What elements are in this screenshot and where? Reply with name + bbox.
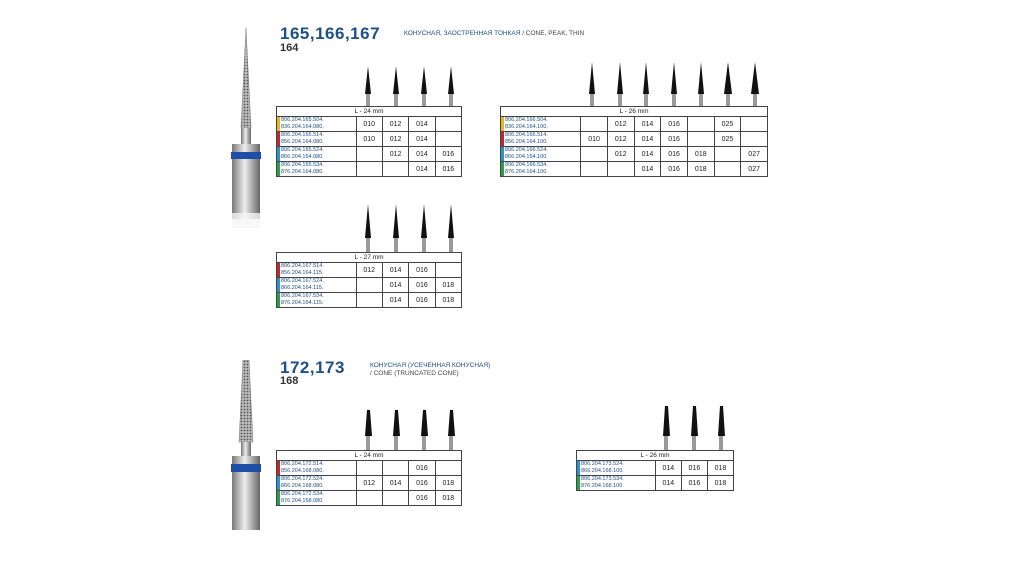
size-cell: 014: [382, 278, 408, 293]
table-row: [501, 117, 768, 132]
bur-tip-icons: [654, 406, 734, 450]
size-cell: [356, 162, 382, 177]
size-cell: 018: [435, 476, 461, 491]
code-line: 806.204.173.524.: [581, 461, 624, 467]
size-cell: 014: [634, 147, 661, 162]
size-cell: 016: [681, 461, 707, 476]
size-cell: 016: [435, 147, 461, 162]
code-line: 876.204.164.080.: [281, 169, 324, 175]
size-cell: [435, 461, 461, 476]
size-cell: 012: [607, 147, 634, 162]
size-cell: [714, 162, 741, 177]
size-cell: [714, 147, 741, 162]
size-cell: 012: [382, 117, 408, 132]
table-header: L - 26 mm: [577, 451, 734, 461]
table-row: [277, 278, 462, 293]
code-line: 806.204.167.514.: [281, 263, 324, 269]
table-row: [277, 293, 462, 308]
size-cell: [581, 162, 608, 177]
size-cell: 016: [661, 162, 688, 177]
table-row: [277, 147, 462, 162]
code-line: 806.204.166.514.: [505, 132, 548, 138]
size-cell: 016: [409, 476, 435, 491]
section1-desc-en: / CONE, PEAK, THIN: [520, 30, 585, 37]
code-line: 806.204.165.524.: [281, 147, 324, 153]
table-row: [277, 132, 462, 147]
size-cell: [687, 132, 714, 147]
size-cell: 018: [687, 147, 714, 162]
code-line: 806.204.166.504.: [505, 117, 548, 123]
code-line: 806.204.172.534.: [281, 491, 324, 497]
size-cell: [741, 132, 768, 147]
size-cell: [356, 461, 382, 476]
size-cell: 014: [382, 263, 408, 278]
code-line: 876.204.164.115.: [281, 300, 324, 306]
size-cell: 027: [741, 162, 768, 177]
size-cell: [356, 293, 382, 308]
section1-sub-number: 164: [280, 42, 299, 54]
code-line: 836.204.164.100.: [505, 124, 548, 130]
size-cell: 010: [356, 132, 382, 147]
table-167: [276, 252, 462, 308]
size-cell: 018: [435, 293, 461, 308]
tips-table-b: [580, 62, 770, 106]
size-cell: [382, 461, 408, 476]
size-cell: 012: [607, 117, 634, 132]
size-cell: [356, 278, 382, 293]
code-line: 876.204.168.080.: [281, 498, 324, 504]
table-header: L - 24 mm: [277, 451, 462, 461]
code-line: 806.204.167.524.: [281, 278, 324, 284]
table-row: [277, 263, 462, 278]
table-row: [277, 491, 462, 506]
size-cell: 014: [634, 162, 661, 177]
size-cell: 016: [661, 117, 688, 132]
size-cell: 014: [409, 147, 435, 162]
bur-tip-icons: [356, 204, 466, 252]
size-cell: 012: [356, 476, 382, 491]
size-cell: 016: [681, 476, 707, 491]
table-row: [577, 476, 734, 491]
size-cell: 018: [687, 162, 714, 177]
size-cell: [356, 147, 382, 162]
code-line: 806.204.166.524.: [505, 147, 548, 153]
size-cell: 012: [382, 147, 408, 162]
section2-description: [370, 362, 490, 378]
size-cell: 016: [661, 132, 688, 147]
size-cell: 012: [607, 132, 634, 147]
code-line: 866.204.164.115.: [281, 285, 324, 291]
size-cell: 027: [741, 147, 768, 162]
table-173: [576, 450, 734, 491]
size-cell: [741, 117, 768, 132]
size-cell: 014: [634, 117, 661, 132]
section2-desc-ru: КОНУСНАЯ (УСЕЧЕННАЯ КОНУСНАЯ): [370, 362, 491, 369]
table-header: L - 24 mm: [277, 107, 462, 117]
table-row: [277, 476, 462, 491]
tips-table-a: [356, 66, 466, 106]
section1-desc-ru: КОНУСНАЯ, ЗАОСТРЕННАЯ ТОНКАЯ: [404, 30, 521, 37]
size-cell: 018: [435, 278, 461, 293]
size-cell: 014: [655, 476, 681, 491]
bur-tip-icons: [356, 66, 466, 106]
table-row: [501, 147, 768, 162]
table-row: [501, 162, 768, 177]
bur-tip-icons: [356, 410, 466, 450]
code-line: 806.204.165.504.: [281, 117, 324, 123]
size-cell: 014: [409, 117, 435, 132]
size-cell: [607, 162, 634, 177]
size-cell: 016: [661, 147, 688, 162]
size-cell: [382, 491, 408, 506]
table-row: [277, 461, 462, 476]
size-cell: 014: [382, 476, 408, 491]
section2-numbers: 172,173: [280, 358, 345, 377]
tips-table-c: [356, 204, 466, 252]
size-cell: [435, 132, 461, 147]
size-cell: 014: [382, 293, 408, 308]
size-cell: 025: [714, 132, 741, 147]
code-line: 856.204.164.115.: [281, 270, 324, 276]
code-line: 806.204.167.534.: [281, 293, 324, 299]
size-cell: 012: [382, 132, 408, 147]
section2-sub-number: 168: [280, 375, 299, 387]
code-line: 806.204.165.534.: [281, 162, 324, 168]
section1-description: [404, 30, 584, 38]
size-cell: 016: [409, 491, 435, 506]
size-cell: [382, 162, 408, 177]
size-cell: 016: [409, 263, 435, 278]
table-row: [501, 132, 768, 147]
code-line: 856.204.164.080.: [281, 139, 324, 145]
code-line: 806.204.172.524.: [281, 476, 324, 482]
size-cell: 016: [435, 162, 461, 177]
code-line: 806.204.172.514.: [281, 461, 324, 467]
size-cell: 016: [409, 461, 435, 476]
table-165: [276, 106, 462, 177]
table-row: [277, 117, 462, 132]
size-cell: 016: [409, 278, 435, 293]
code-line: 806.204.165.514.: [281, 132, 324, 138]
bur-tip-icons: [580, 62, 770, 106]
size-cell: 025: [714, 117, 741, 132]
code-line: 876.204.164.100.: [505, 169, 548, 175]
size-cell: [581, 117, 608, 132]
table-row: [577, 461, 734, 476]
size-cell: 014: [409, 162, 435, 177]
size-cell: 018: [707, 461, 733, 476]
size-cell: 014: [634, 132, 661, 147]
table-row: [277, 162, 462, 177]
size-cell: 012: [356, 263, 382, 278]
code-line: 866.204.164.080.: [281, 154, 324, 160]
bur-illustration-1: [228, 28, 264, 228]
code-line: 876.204.168.100.: [581, 483, 624, 489]
table-166: [500, 106, 768, 177]
code-line: 806.204.166.534.: [505, 162, 548, 168]
table-header: L - 26 mm: [501, 107, 768, 117]
code-line: 866.204.168.080.: [281, 483, 324, 489]
code-line: 836.204.164.080.: [281, 124, 324, 130]
size-cell: 010: [356, 117, 382, 132]
tips-table-d: [356, 410, 466, 450]
code-line: 806.204.173.534.: [581, 476, 624, 482]
size-cell: [435, 263, 461, 278]
size-cell: [687, 117, 714, 132]
section2-desc-en: / CONE (TRUNCATED CONE): [370, 370, 459, 377]
table-172: [276, 450, 462, 506]
code-line: 856.204.164.100.: [505, 139, 548, 145]
size-cell: 018: [435, 491, 461, 506]
size-cell: [581, 147, 608, 162]
size-cell: 016: [409, 293, 435, 308]
size-cell: 014: [409, 132, 435, 147]
size-cell: 010: [581, 132, 608, 147]
code-line: 866.204.164.100.: [505, 154, 548, 160]
section1-numbers: 165,166,167: [280, 24, 381, 43]
size-cell: 014: [655, 461, 681, 476]
code-line: 866.204.168.100.: [581, 468, 624, 474]
bur-illustration-2: [228, 360, 264, 530]
size-cell: [435, 117, 461, 132]
table-header: L - 27 mm: [277, 253, 462, 263]
tips-table-e: [654, 406, 734, 450]
size-cell: [356, 491, 382, 506]
size-cell: 018: [707, 476, 733, 491]
code-line: 856.204.168.080.: [281, 468, 324, 474]
